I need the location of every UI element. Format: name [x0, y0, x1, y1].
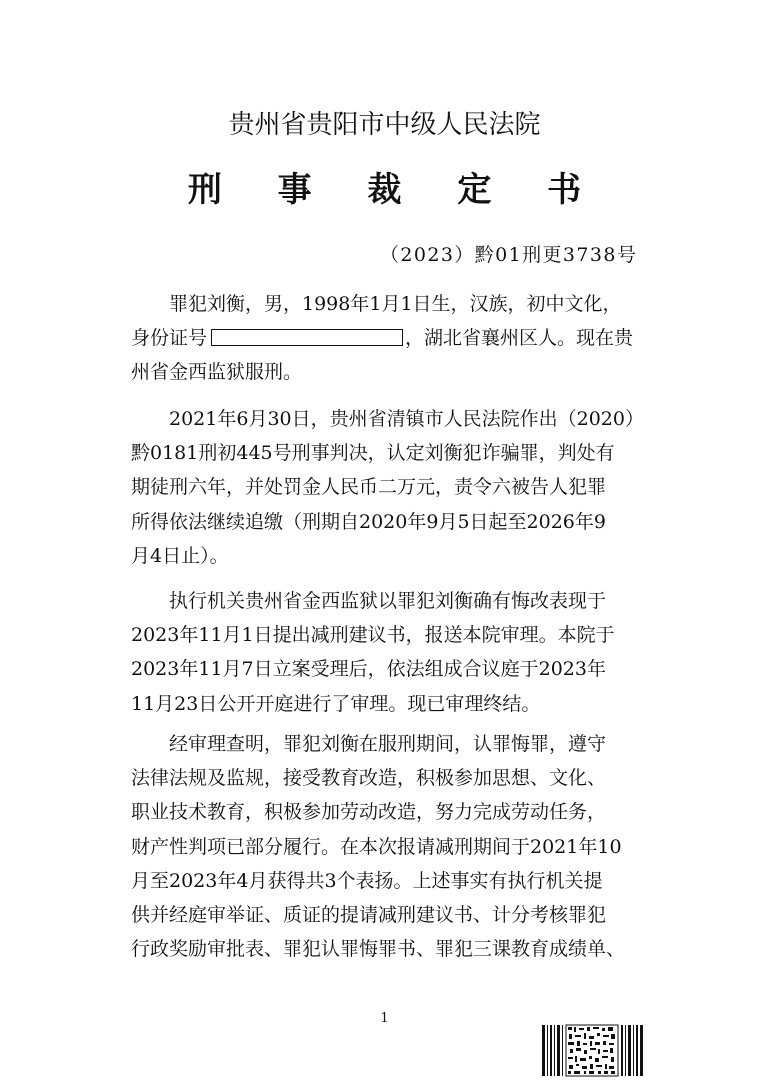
text-line: 州省金西监狱服刑。 — [131, 361, 303, 384]
paragraph-original-judgment — [131, 402, 651, 573]
text-line: 11月23日公开开庭进行了审理。现已审理终结。 — [131, 692, 541, 715]
text-line: 所得依法继续追缴（刑期自2020年9月5日起至2026年9 — [131, 510, 606, 533]
paragraph-defendant-info — [131, 287, 651, 390]
text-line: 供并经庭审举证、质证的提请减刑建议书、计分考核罪犯 — [131, 904, 607, 927]
text-line: 2021年6月30日，贵州省清镇市人民法院作出（2020） — [169, 408, 644, 430]
text-line: 黔0181刑初445号刑事判决，认定刘衡犯诈骗罪，判处有 — [131, 442, 615, 465]
text-line — [131, 321, 651, 355]
text-segment: ，湖北省襄州区人。现在贵 — [405, 327, 634, 350]
paragraph-proposal — [131, 584, 651, 721]
paragraph-findings — [131, 727, 651, 966]
text-line: 月4日止）。 — [131, 544, 229, 567]
court-name: 贵州省贵阳市中级人民法院 — [228, 110, 541, 140]
barcode-icon — [540, 1024, 645, 1077]
text-line: 2023年11月7日立案受理后，依法组成合议庭于2023年 — [131, 658, 606, 681]
text-line: 月至2023年4月获得共3个表扬。上述事实有执行机关提 — [131, 869, 603, 892]
text-line: 财产性判项已部分履行。在本次报请减刑期间于2021年10 — [131, 835, 622, 858]
text-segment: 身份证号 — [131, 327, 208, 350]
text-line: 2023年11月1日提出减刑建议书，报送本院审理。本院于 — [131, 624, 615, 647]
text-line: 罪犯刘衡，男，1998年1月1日生，汉族，初中文化， — [169, 293, 622, 315]
page-number: 1 — [380, 1011, 389, 1026]
redacted-id-box — [211, 329, 403, 346]
document-title: 刑 事 裁 定 书 — [187, 170, 604, 210]
text-line: 期徒刑六年，并处罚金人民币二万元，责令六被告人犯罪 — [131, 476, 607, 499]
text-line: 执行机关贵州省金西监狱以罪犯刘衡确有悔改表现于 — [169, 590, 607, 612]
text-line: 经审理查明，罪犯刘衡在服刑期间，认罪悔罪，遵守 — [169, 733, 607, 755]
text-line: 职业技术教育，积极参加劳动改造，努力完成劳动任务， — [131, 801, 607, 824]
case-number: （2023）黔01刑更3738号 — [380, 244, 638, 266]
text-line: 行政奖励审批表、罪犯认罪悔罪书、罪犯三课教育成绩单、 — [131, 938, 626, 961]
text-line: 法律法规及监规，接受教育改造，积极参加思想、文化、 — [131, 767, 607, 790]
